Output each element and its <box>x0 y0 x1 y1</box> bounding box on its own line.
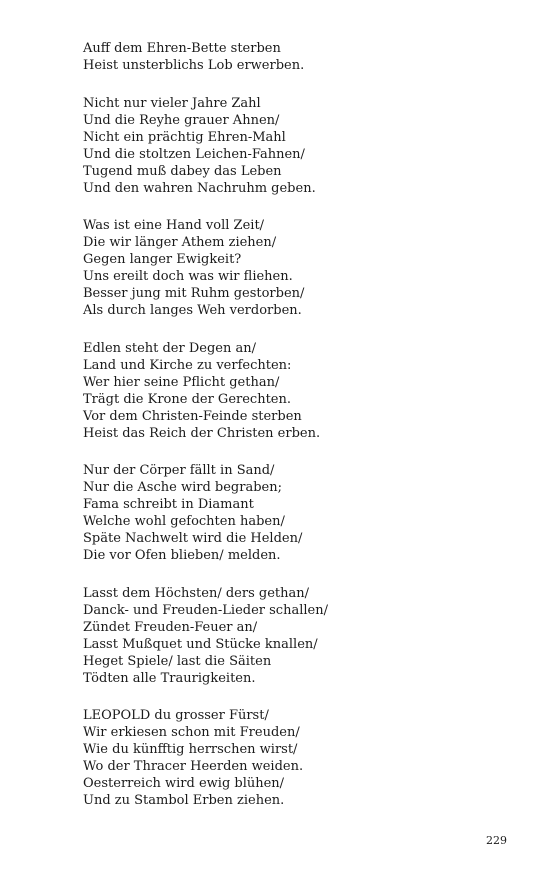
verse-line: Wo der Thracer Heerden weiden. <box>83 759 304 774</box>
verse-line: Wer hier seine Pflicht gethan/ <box>83 374 280 390</box>
verse-line: Lasst Mußquet und Stücke knallen/ <box>83 636 318 652</box>
verse-line: Welche wohl gefochten haben/ <box>83 514 285 529</box>
verse-line: Was ist eine Hand voll Zeit/ <box>83 218 265 233</box>
stanza-6 <box>83 585 523 687</box>
verse-line: Als durch langes Weh verdorben. <box>83 303 302 318</box>
verse-line: Trägt die Krone der Gerechten. <box>83 391 291 407</box>
page-number: 229 <box>486 834 507 847</box>
verse-line: Danck- und Freuden-Lieder schallen/ <box>83 602 328 618</box>
verse-line: Wie du künfftig herrschen wirst/ <box>83 742 298 757</box>
verse-line: Lasst dem Höchsten/ ders gethan/ <box>83 585 309 601</box>
stanza-5 <box>83 462 523 564</box>
verse-line: Die wir länger Athem ziehen/ <box>83 235 277 250</box>
verse-line: Heget Spiele/ last die Säiten <box>83 653 272 669</box>
verse-line: Nicht ein prächtig Ehren-Mahl <box>83 129 286 145</box>
verse-line: Späte Nachwelt wird die Helden/ <box>83 531 303 546</box>
verse-line: Die vor Ofen blieben/ melden. <box>83 548 281 563</box>
verse-line: Tödten alle Traurigkeiten. <box>83 670 256 686</box>
verse-line: Land und Kirche zu verfechten: <box>83 357 292 373</box>
verse-line: Edlen steht der Degen an/ <box>83 340 256 356</box>
verse-line: Gegen langer Ewigkeit? <box>83 252 242 267</box>
verse-line: Heist unsterblichs Lob erwerben. <box>83 58 305 73</box>
verse-line: Und den wahren Nachruhm geben. <box>83 180 316 196</box>
verse-line: Wir erkiesen schon mit Freuden/ <box>83 725 300 740</box>
verse-line: Nur die Asche wird begraben; <box>83 480 282 495</box>
verse-line: Tugend muß dabey das Leben <box>83 163 282 179</box>
verse-line: Auff dem Ehren-Bette sterben <box>83 41 281 56</box>
verse-line: LEOPOLD du grosser Fürst/ <box>83 708 269 723</box>
poem-text <box>83 40 523 830</box>
verse-line: Fama schreibt in Diamant <box>83 497 254 512</box>
stanza-7 <box>83 707 523 809</box>
stanza-4 <box>83 340 523 442</box>
verse-line: Heist das Reich der Christen erben. <box>83 425 321 441</box>
stanza-1 <box>83 40 523 74</box>
verse-line: Vor dem Christen-Feinde sterben <box>83 408 302 424</box>
verse-line: Uns ereilt doch was wir fliehen. <box>83 269 293 284</box>
verse-line: Nicht nur vieler Jahre Zahl <box>83 95 261 111</box>
verse-line: Und die Reyhe grauer Ahnen/ <box>83 112 280 128</box>
verse-line: Zündet Freuden-Feuer an/ <box>83 619 258 635</box>
verse-line: Und zu Stambol Erben ziehen. <box>83 793 285 808</box>
verse-line: Oesterreich wird ewig blühen/ <box>83 776 285 791</box>
verse-line: Nur der Cörper fällt in Sand/ <box>83 463 275 478</box>
stanza-3 <box>83 217 523 319</box>
stanza-2 <box>83 95 523 197</box>
verse-line: Besser jung mit Ruhm gestorben/ <box>83 286 305 301</box>
verse-line: Und die stoltzen Leichen-Fahnen/ <box>83 146 305 162</box>
